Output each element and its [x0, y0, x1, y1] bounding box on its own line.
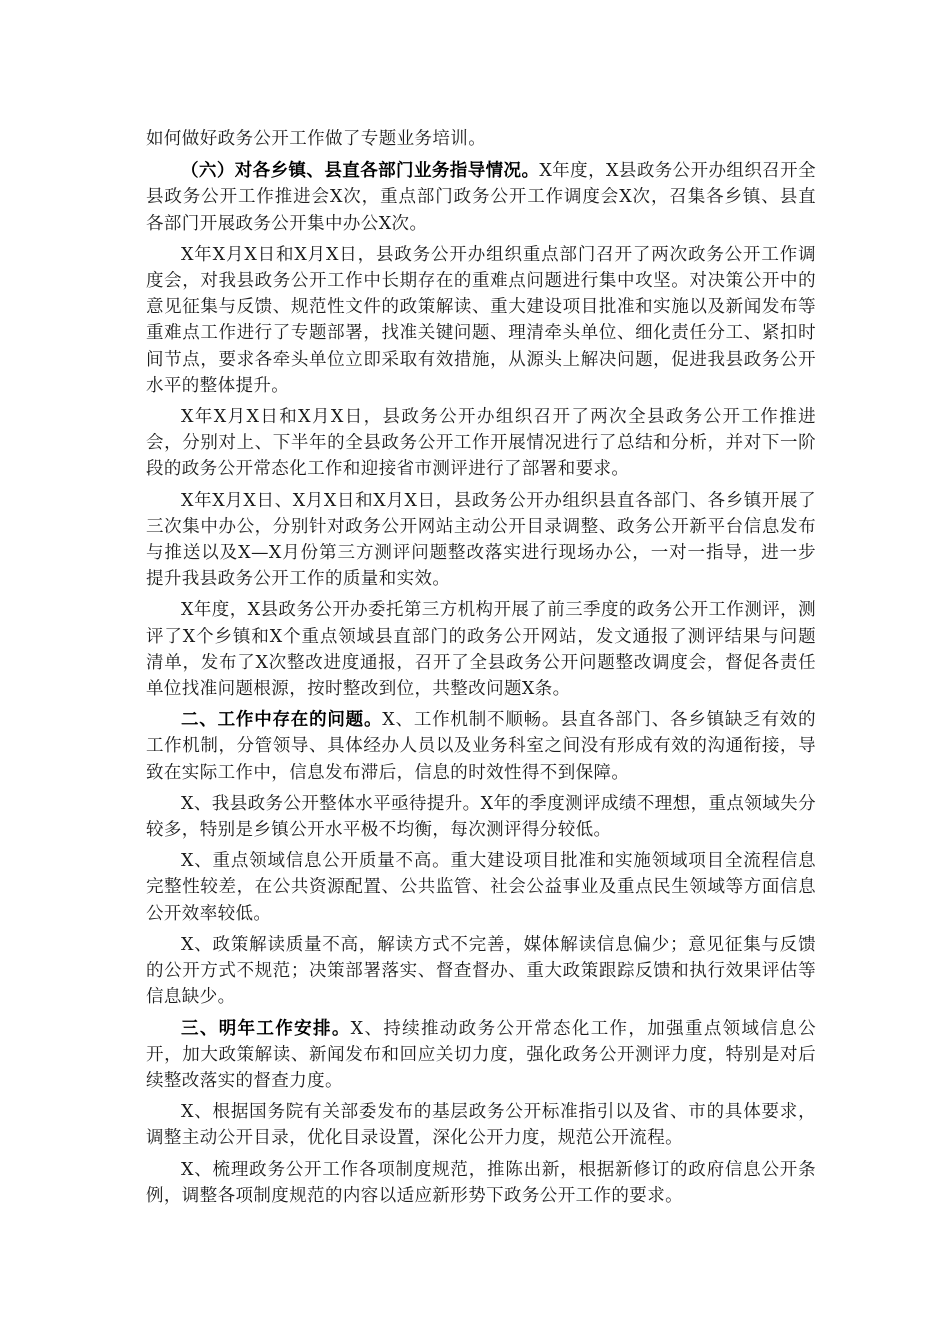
paragraph-5: [146, 488, 816, 593]
paragraph-4: [146, 404, 816, 483]
paragraph-text: X年X月X日和X月X日，县政务公开办组织召开了两次全县政务公开工作推进会，分别对上、下半年的全县政务公开工作开展情况进行了总结和分析，并对下一阶段的政务公开常态化工作和迎接省市测评进行了部署和要求。: [146, 407, 816, 480]
paragraph-text: X年度，X县政务公开办组织召开全县政务公开工作推进会X次，重点部门政务公开工作调度会X次，召集各乡镇、县直各部门开展政务公开集中办公X次。: [146, 161, 816, 234]
paragraph-text: X、持续推动政务公开常态化工作，加强重点领域信息公开，加大政策解读、新闻发布和回应关切力度，强化政务公开测评力度，特别是对后续整改落实的督查力度。: [146, 1018, 816, 1091]
paragraph-text: X年度，X县政务公开办委托第三方机构开展了前三季度的政务公开工作测评，测评了X个乡镇和X个重点领域县直部门的政务公开网站，发文通报了测评结果与问题清单，发布了X次整改进度通报，召开了全县政务公开问题整改调度会，督促各责任单位找准问题根源，按时整改到位，共整改问题X条。: [146, 600, 816, 700]
paragraph-2: [146, 158, 816, 237]
paragraph-text: 如何做好政务公开工作做了专题业务培训。: [146, 129, 487, 149]
section-heading-problems: 二、工作中存在的问题。: [181, 710, 383, 731]
paragraph-text: X、梳理政务公开工作各项制度规范，推陈出新，根据新修订的政府信息公开条例，调整各项制度规范的内容以适应新形势下政务公开工作的要求。: [146, 1159, 816, 1206]
paragraph-heading: （六）对各乡镇、县直各部门业务指导情况。: [181, 161, 540, 182]
paragraph-text: X年X月X日、X月X日和X月X日，县政务公开办组织县直各部门、各乡镇开展了三次集中办公，分别针对政务公开网站主动公开目录调整、政务公开新平台信息发布与推送以及X—X月份第三方测评问题整改落实进行现场办公，一对一指导，进一步提升我县政务公开工作的质量和实效。: [146, 490, 816, 590]
paragraph-text: X、根据国务院有关部委发布的基层政务公开标准指引以及省、市的具体要求，调整主动公开目录，优化目录设置，深化公开力度，规范公开流程。: [146, 1102, 816, 1149]
paragraph-1: [146, 126, 816, 152]
paragraph-3: [146, 242, 816, 399]
paragraph-11: [146, 1016, 816, 1095]
paragraph-text: X年X月X日和X月X日，县政务公开办组织重点部门召开了两次政务公开工作调度会，对我县政务公开工作中长期存在的重难点问题进行集中攻坚。对决策公开中的意见征集与反馈、规范性文件的政策解读、重大建设项目批准和实施以及新闻发布等重难点工作进行了专题部署，找准关键问题、理清牵头单位、细化责任分工、紧扣时间节点，要求各牵头单位立即采取有效措施，从源头上解决问题，促进我县政务公开水平的整体提升。: [146, 244, 816, 396]
paragraph-7: [146, 707, 816, 786]
paragraph-text: X、重点领域信息公开质量不高。重大建设项目批准和实施领域项目全流程信息完整性较差，在公共资源配置、公共监管、社会公益事业及重点民生领域等方面信息公开效率较低。: [146, 851, 816, 924]
paragraph-text: X、我县政务公开整体水平亟待提升。X年的季度测评成绩不理想，重点领域失分较多，特别是乡镇公开水平极不均衡，每次测评得分较低。: [146, 793, 816, 841]
paragraph-text: X、工作机制不顺畅。县直各部门、各乡镇缺乏有效的工作机制，分管领导、具体经办人员以及业务科室之间没有形成有效的沟通衔接，导致在实际工作中，信息发布滞后，信息的时效性得不到保障。: [146, 710, 816, 783]
paragraph-text: X、政策解读质量不高，解读方式不完善，媒体解读信息偏少；意见征集与反馈的公开方式不规范；决策部署落实、督查督办、重大政策跟踪反馈和执行效果评估等信息缺少。: [146, 934, 816, 1008]
paragraph-6: [146, 597, 816, 702]
document-body: [146, 126, 816, 1214]
paragraph-13: [146, 1157, 816, 1209]
paragraph-8: [146, 791, 816, 843]
paragraph-9: [146, 848, 816, 927]
paragraph-10: [146, 932, 816, 1011]
section-heading-next-year: 三、明年工作安排。: [181, 1018, 351, 1039]
paragraph-12: [146, 1099, 816, 1151]
